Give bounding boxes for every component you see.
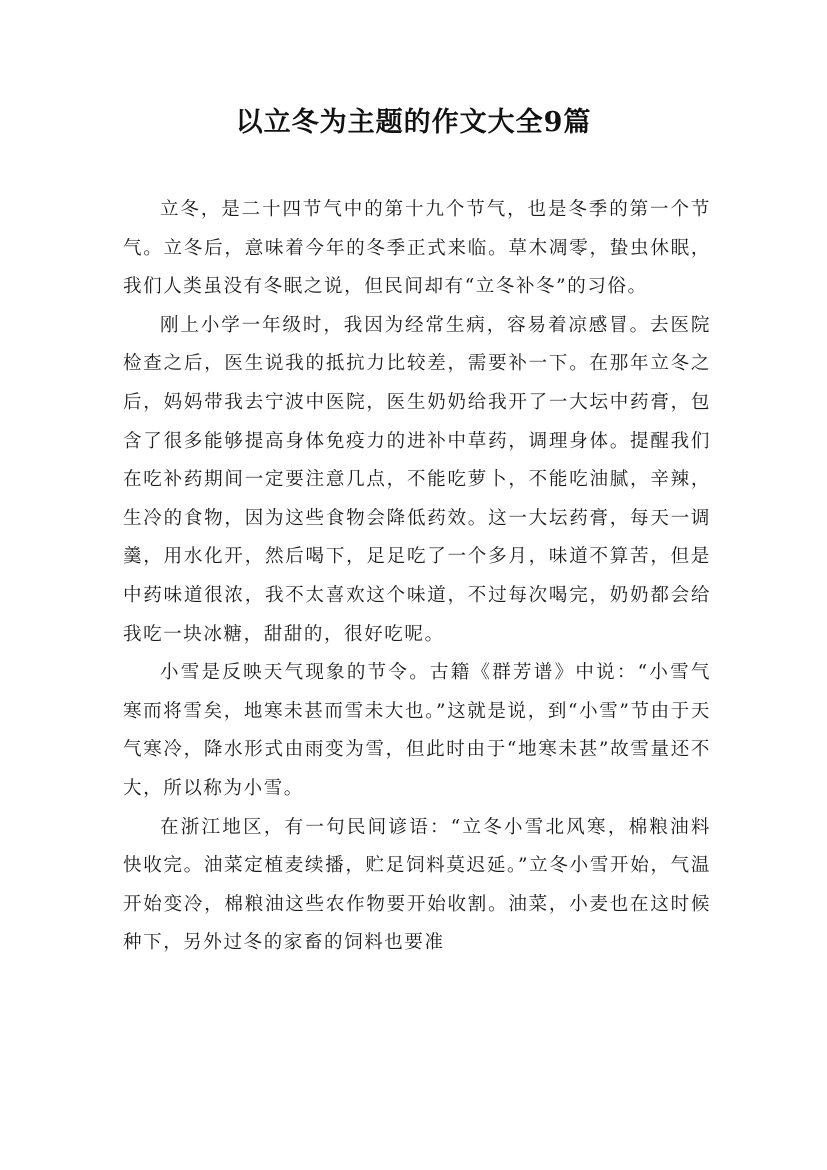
paragraph-3: 小雪是反映天气现象的节令。古籍《群芳谱》中说：“小雪气寒而将雪矣，地寒未甚而雪未大也。”这就是说，到“小雪”节由于天气寒冷，降水形式由雨变为雪，但此时由于“地寒未甚”故雪量还不大，所以称为小雪。 [123,662,711,799]
document-body [123,191,711,963]
paragraph-4: 在浙江地区，有一句民间谚语：“立冬小雪北风寒，棉粮油料快收完。油菜定植麦续播，贮足饲料莫迟延。”立冬小雪开始，气温开始变冷，棉粮油这些农作物要开始收割。油菜，小麦也在这时候种下，另外过冬的家畜的饲料也要准 [123,816,711,954]
paragraph-2: 刚上小学一年级时，我因为经常生病，容易着凉感冒。去医院检查之后，医生说我的抵抗力比较差，需要补一下。在那年立冬之后，妈妈带我去宁波中医院，医生奶奶给我开了一大坛中药膏，包含了很多能够提高身体免疫力的进补中草药，调理身体。提醒我们在吃补药期间一定要注意几点，不能吃萝卜，不能吃油腻，辛辣，生冷的食物，因为这些食物会降低药效。这一大坛药膏，每天一调羹，用水化开，然后喝下，足足吃了一个多月，味道不算苦，但是中药味道很浓，我不太喜欢这个味道，不过每次喝完，奶奶都会给我吃一块冰糖，甜甜的，很好吃呢。 [123,314,711,645]
paragraph-1: 立冬，是二十四节气中的第十九个节气，也是冬季的第一个节气。立冬后，意味着今年的冬季正式来临。草木凋零，蛰虫休眠，我们人类虽没有冬眠之说，但民间却有“立冬补冬”的习俗。 [123,199,711,298]
document-title: 以立冬为主题的作文大全9篇 [235,107,592,138]
